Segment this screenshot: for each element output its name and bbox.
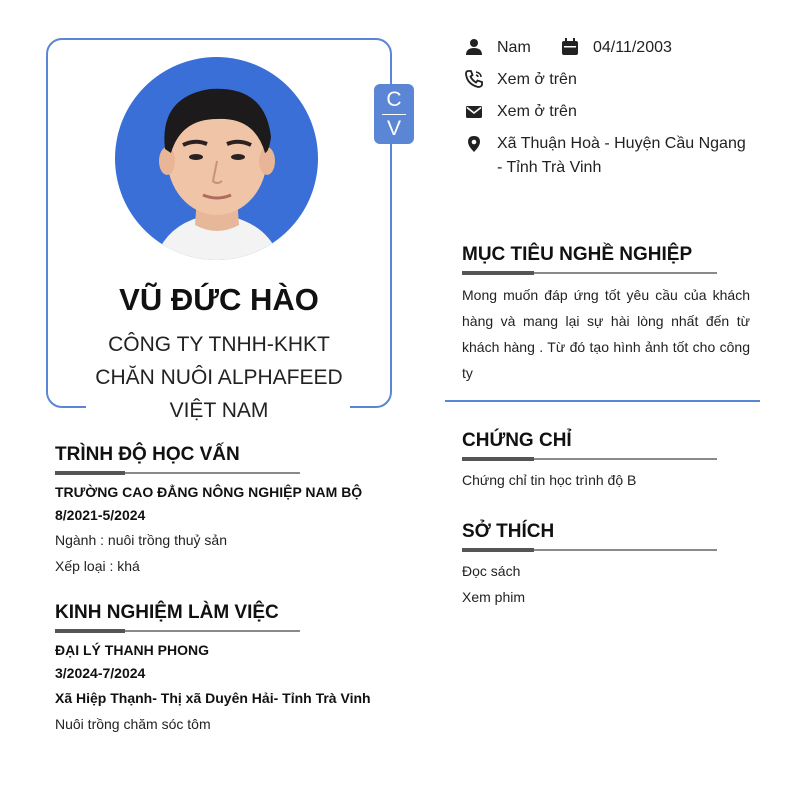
company-line-2: CHĂN NUÔI ALPHAFEED — [95, 366, 343, 389]
objective-heading: MỤC TIÊU NGHỀ NGHIỆP — [462, 244, 693, 265]
cv-badge — [374, 84, 414, 144]
education-major: Ngành : nuôi trồng thuỷ sản — [55, 532, 228, 548]
experience-task: Nuôi trồng chăm sóc tôm — [55, 716, 211, 732]
education-school: TRƯỜNG CAO ĐẲNG NÔNG NGHIỆP NAM BỘ — [55, 484, 363, 500]
experience-location: Xã Hiệp Thạnh- Thị xã Duyên Hải- Tỉnh Trà Vinh — [55, 690, 371, 706]
experience-heading: KINH NGHIỆM LÀM VIỆC — [55, 602, 279, 623]
hobby-item-2: Xem phim — [462, 589, 526, 605]
company-line-1: CÔNG TY TNHH-KHKT — [108, 333, 330, 356]
calendar-icon — [561, 38, 579, 56]
hobby-item-1: Đọc sách — [462, 563, 521, 579]
gender-value: Nam — [497, 39, 531, 56]
education-rank: Xếp loại : khá — [55, 558, 140, 574]
hobbies-rule — [462, 549, 717, 551]
certificates-heading: CHỨNG CHỈ — [462, 430, 572, 451]
education-heading: TRÌNH ĐỘ HỌC VẤN — [55, 444, 240, 465]
address-line-1: Xã Thuận Hoà - Huyện Cầu Ngang — [497, 135, 746, 152]
address-line-2: - Tỉnh Trà Vinh — [497, 159, 602, 176]
company-line-3: VIỆT NAM — [169, 399, 269, 422]
experience-rule — [55, 630, 300, 632]
hobbies-heading: SỞ THÍCH — [462, 521, 555, 542]
certificates-rule — [462, 458, 717, 460]
objective-text: Mong muốn đáp ứng tốt yêu cầu của khách hàng và mang lại sự hài lòng nhất đến từ khách hàng . Từ đó tạo hình ảnh tốt cho công ty — [462, 287, 750, 381]
cv-badge-c: C — [386, 87, 402, 111]
section-divider — [445, 400, 760, 402]
phone-value: Xem ở trên — [497, 71, 577, 88]
experience-employer: ĐẠI LÝ THANH PHONG — [55, 642, 209, 658]
avatar — [115, 57, 318, 260]
experience-period: 3/2024-7/2024 — [55, 665, 146, 681]
education-rule — [55, 472, 300, 474]
full-name: VŨ ĐỨC HÀO — [119, 282, 319, 317]
location-pin-icon — [465, 135, 483, 153]
birthdate-value: 04/11/2003 — [593, 39, 672, 56]
phone-icon — [465, 70, 483, 88]
email-value: Xem ở trên — [497, 103, 577, 120]
objective-rule — [462, 272, 717, 274]
certificate-item: Chứng chỉ tin học trình độ B — [462, 472, 637, 488]
company-name — [46, 328, 392, 427]
person-icon — [465, 38, 483, 56]
education-period: 8/2021-5/2024 — [55, 507, 146, 523]
avatar-portrait-icon — [115, 57, 318, 260]
cv-badge-v: V — [386, 116, 401, 140]
email-icon — [465, 103, 483, 121]
cv-badge-divider — [382, 114, 406, 115]
